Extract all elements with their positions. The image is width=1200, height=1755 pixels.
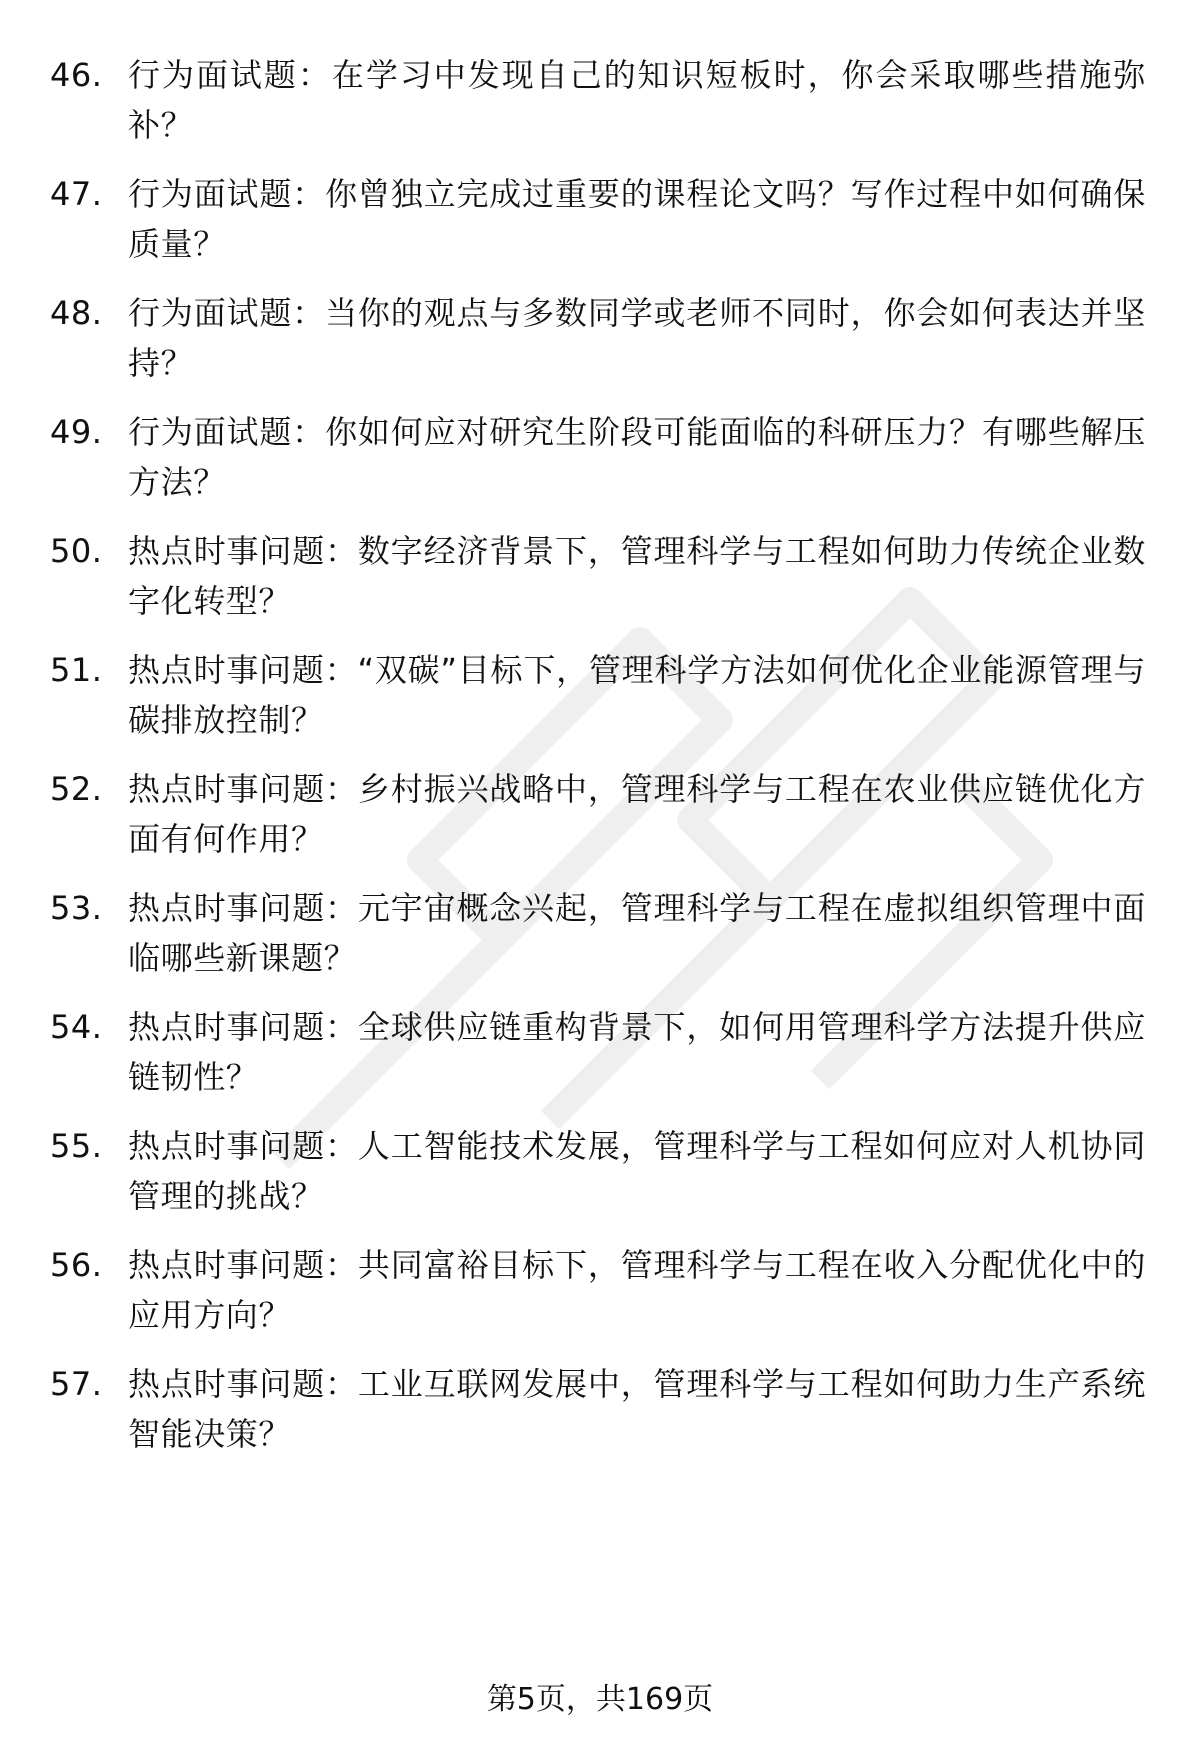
question-text: 热点时事问题：数字经济背景下，管理科学与工程如何助力传统企业数字化转型？ (128, 532, 1146, 620)
question-text: 行为面试题：在学习中发现自己的知识短板时，你会采取哪些措施弥补？ (128, 56, 1146, 144)
list-item (0, 1359, 1200, 1469)
list-item (0, 526, 1200, 636)
list-item (0, 1121, 1200, 1231)
question-text: 热点时事问题：“双碳”目标下，管理科学方法如何优化企业能源管理与碳排放控制？ (128, 651, 1146, 739)
list-item (0, 50, 1200, 160)
list-item (0, 1002, 1200, 1112)
question-text: 行为面试题：你曾独立完成过重要的课程论文吗？写作过程中如何确保质量？ (128, 175, 1146, 263)
question-number: 49. (50, 413, 103, 451)
question-number: 57. (50, 1365, 103, 1403)
question-number: 46. (50, 56, 103, 94)
list-item (0, 1240, 1200, 1350)
list-item (0, 645, 1200, 755)
question-number: 56. (50, 1246, 103, 1284)
list-item (0, 407, 1200, 517)
question-number: 51. (50, 651, 103, 689)
question-number: 54. (50, 1008, 103, 1046)
question-number: 53. (50, 889, 103, 927)
question-text: 热点时事问题：乡村振兴战略中，管理科学与工程在农业供应链优化方面有何作用？ (128, 770, 1146, 858)
list-item (0, 883, 1200, 993)
page-footer: 第5页，共169页 (486, 1682, 714, 1717)
list-item (0, 169, 1200, 279)
question-text: 热点时事问题：元宇宙概念兴起，管理科学与工程在虚拟组织管理中面临哪些新课题？ (128, 889, 1146, 977)
question-number: 52. (50, 770, 103, 808)
question-text: 热点时事问题：人工智能技术发展，管理科学与工程如何应对人机协同管理的挑战？ (128, 1127, 1146, 1215)
list-item (0, 288, 1200, 398)
question-text: 热点时事问题：工业互联网发展中，管理科学与工程如何助力生产系统智能决策？ (128, 1365, 1146, 1453)
list-item (0, 764, 1200, 874)
question-text: 行为面试题：你如何应对研究生阶段可能面临的科研压力？有哪些解压方法？ (128, 413, 1146, 501)
question-number: 47. (50, 175, 103, 213)
question-text: 行为面试题：当你的观点与多数同学或老师不同时，你会如何表达并坚持？ (128, 294, 1146, 382)
question-number: 55. (50, 1127, 103, 1165)
question-number: 50. (50, 532, 103, 570)
question-text: 热点时事问题：共同富裕目标下，管理科学与工程在收入分配优化中的应用方向？ (128, 1246, 1146, 1334)
question-text: 热点时事问题：全球供应链重构背景下，如何用管理科学方法提升供应链韧性？ (128, 1008, 1146, 1096)
question-number: 48. (50, 294, 103, 332)
